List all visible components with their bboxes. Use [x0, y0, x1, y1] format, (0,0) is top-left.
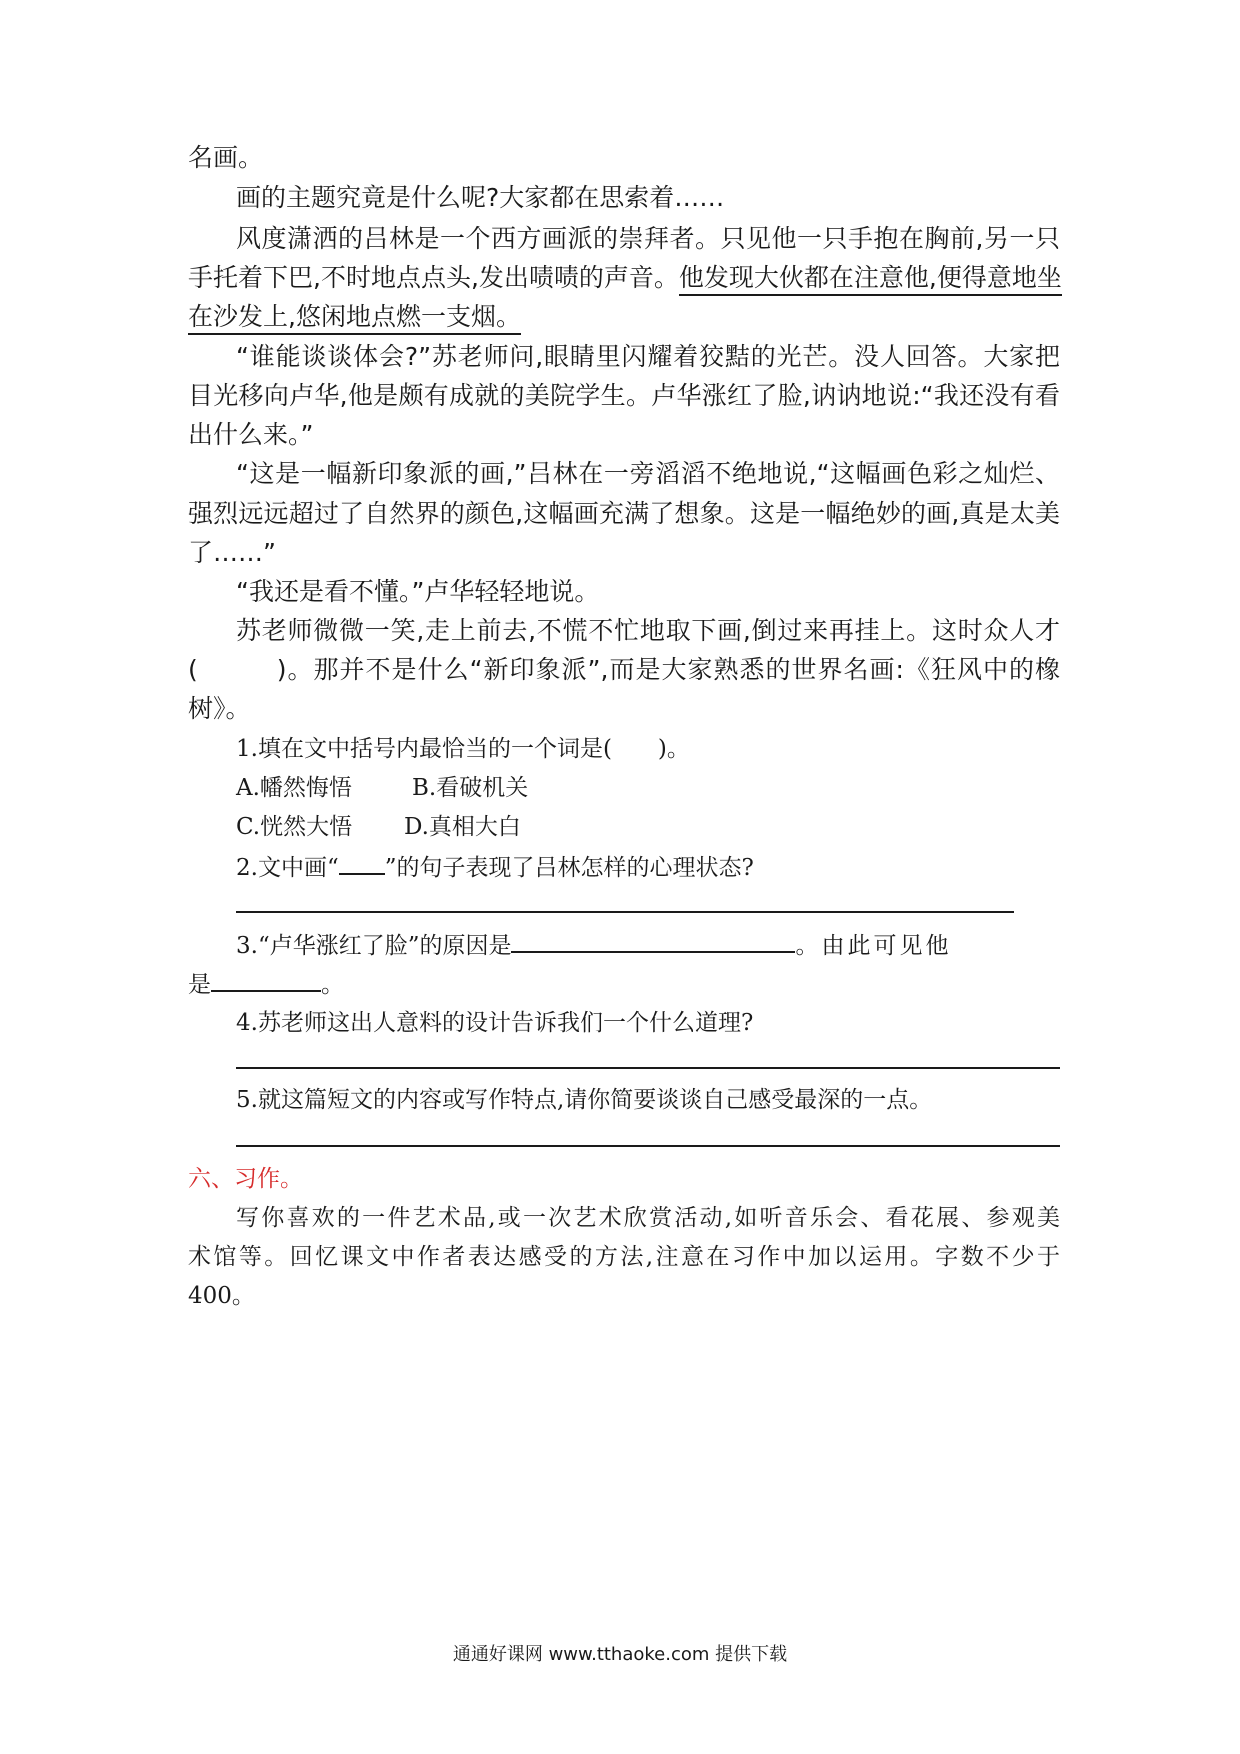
- passage-line: 强烈远远超过了自然界的颜色,这幅画充满了想象。这是一幅绝妙的画,真是太美: [188, 499, 1060, 528]
- passage-line: 树》。: [188, 694, 251, 723]
- answer-line[interactable]: [236, 1145, 1060, 1147]
- passage-line: 画的主题究竟是什么呢?大家都在思索着……: [236, 183, 725, 212]
- passage-text: 手托着下巴,不时地点点头,发出啧啧的声音。: [188, 263, 679, 292]
- underlined-sentence: 他发现大伙都在注意他,便得意地坐: [679, 263, 1062, 296]
- question-3-middle: 。由此可见他: [795, 933, 952, 959]
- question-5: 5.就这篇短文的内容或写作特点,请你简要谈谈自己感受最深的一点。: [236, 1087, 933, 1113]
- question-3-line2-suffix: 。: [321, 972, 344, 998]
- question-3: [236, 929, 1060, 961]
- passage-line: ( )。那并不是什么“新印象派”,而是大家熟悉的世界名画:《狂风中的橡: [188, 655, 1060, 684]
- passage-line: [188, 302, 521, 332]
- question-1: 1.填在文中括号内最恰当的一个词是( )。: [236, 736, 690, 762]
- passage-line: 名画。: [188, 143, 264, 172]
- question-2-prefix: 2.文中画“: [236, 855, 339, 881]
- underlined-sentence: 在沙发上,悠闲地点燃一支烟。: [188, 302, 521, 335]
- passage-line: 风度潇洒的吕林是一个西方画派的崇拜者。只见他一只手抱在胸前,另一只: [236, 224, 1060, 253]
- section-text: 术馆等。回忆课文中作者表达感受的方法,注意在习作中加以运用。字数不少于: [188, 1244, 1060, 1270]
- question-3-line2-prefix: 是: [188, 972, 211, 998]
- option-d: D.真相大白: [404, 814, 521, 840]
- section-text: 写你喜欢的一件艺术品,或一次艺术欣赏活动,如听音乐会、看花展、参观美: [236, 1205, 1060, 1231]
- underline-sample: [339, 851, 385, 875]
- question-3-line2: [188, 968, 344, 1000]
- question-4: 4.苏老师这出人意料的设计告诉我们一个什么道理?: [236, 1010, 754, 1036]
- answer-blank[interactable]: [511, 929, 795, 953]
- answer-line[interactable]: [236, 911, 1014, 913]
- passage-line: “谁能谈谈体会?”苏老师问,眼睛里闪耀着狡黠的光芒。没人回答。大家把: [236, 342, 1060, 371]
- passage-line: 苏老师微微一笑,走上前去,不慌不忙地取下画,倒过来再挂上。这时众人才: [236, 616, 1060, 645]
- option-c: C.恍然大悟: [236, 814, 353, 840]
- question-3-prefix: 3.“卢华涨红了脸”的原因是: [236, 933, 512, 959]
- section-text: 400。: [188, 1283, 255, 1309]
- question-2-suffix: ”的句子表现了吕林怎样的心理状态?: [384, 855, 754, 881]
- passage-line: “我还是看不懂。”卢华轻轻地说。: [236, 577, 600, 606]
- passage-line: 了……”: [188, 538, 276, 567]
- answer-line[interactable]: [236, 1067, 1060, 1069]
- passage-line: 目光移向卢华,他是颇有成就的美院学生。卢华涨红了脸,讷讷地说:“我还没有看: [188, 381, 1060, 410]
- page-footer: 通通好课网 www.tthaoke.com 提供下载: [452, 1644, 788, 1665]
- section-heading: 六、习作。: [188, 1166, 303, 1192]
- passage-line: [188, 263, 1060, 293]
- question-2: [236, 851, 754, 883]
- option-b: B.看破机关: [412, 775, 529, 801]
- passage-line: 出什么来。”: [188, 420, 314, 449]
- option-a: A.幡然悔悟: [236, 775, 352, 801]
- passage-line: “这是一幅新印象派的画,”吕林在一旁滔滔不绝地说,“这幅画色彩之灿烂、: [236, 459, 1060, 488]
- answer-blank[interactable]: [211, 968, 321, 992]
